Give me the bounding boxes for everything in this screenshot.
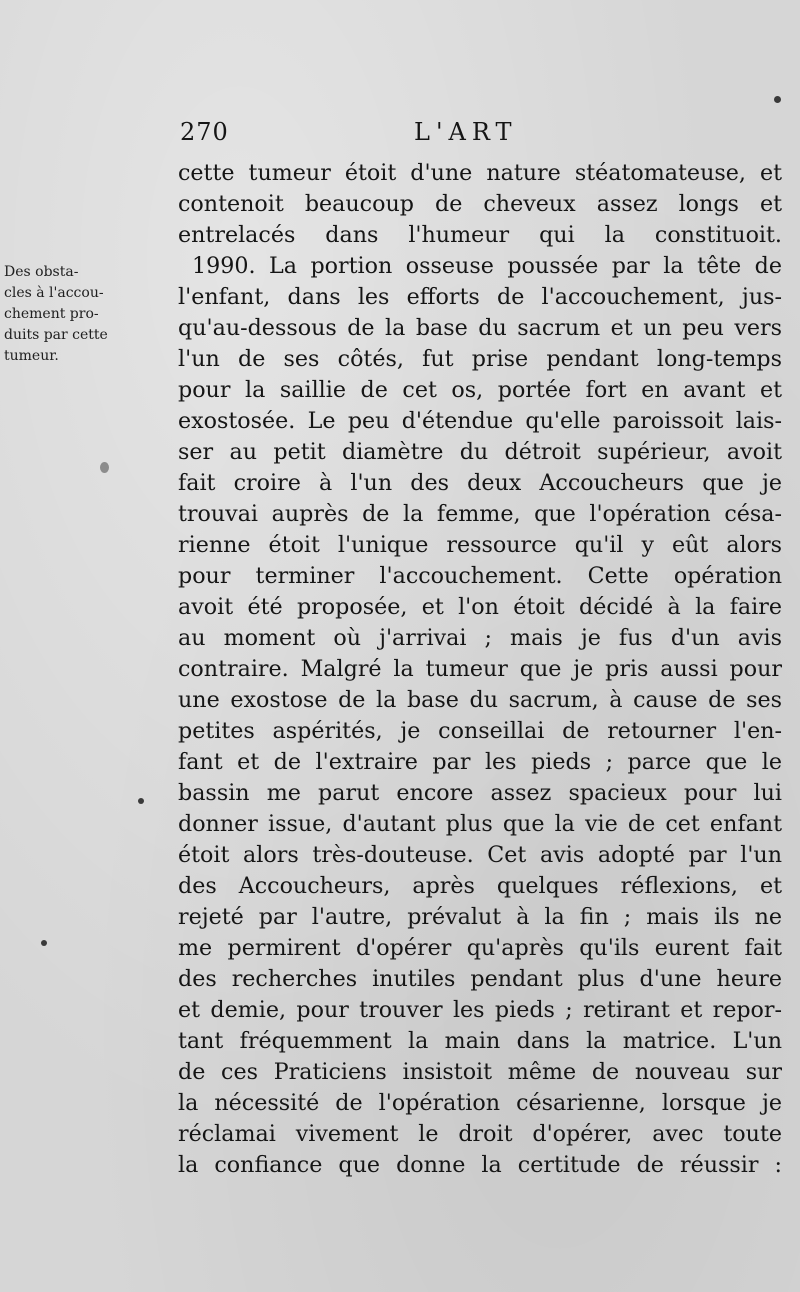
text-line: bassin me parut encore assez spacieux pour lui [178,780,782,806]
text-line: contenoit beaucoup de cheveux assez longs et [178,191,782,217]
text-line: étoit alors très-douteuse. Cet avis adopté par l'un [178,842,782,868]
margin-note-line: Des obsta- [4,264,79,280]
running-title: L'ART [414,118,518,146]
text-line: fait croire à l'un des deux Accoucheurs que je [178,470,782,496]
margin-note-line: cles à l'accou- [4,285,104,301]
text-line: contraire. Malgré la tumeur que je pris aussi pour [178,656,782,682]
text-line: l'enfant, dans les efforts de l'accouchement, jus- [178,284,782,310]
text-line: réclamai vivement le droit d'opérer, avec toute [178,1121,782,1147]
text-line: entrelacés dans l'humeur qui la constituoit. [178,222,782,248]
text-line: une exostose de la base du sacrum, à cause de ses [178,687,782,713]
text-line: me permirent d'opérer qu'après qu'ils eurent fait [178,935,782,961]
text-line: la confiance que donne la certitude de réussir : [178,1152,782,1178]
text-line: trouvai auprès de la femme, que l'opération césa- [178,501,782,527]
text-line: cette tumeur étoit d'une nature stéatomateuse, et [178,160,782,186]
ink-speck [100,462,109,473]
text-line: fant et de l'extraire par les pieds ; parce que le [178,749,782,775]
text-line: exostosée. Le peu d'étendue qu'elle paroissoit lais- [178,408,782,434]
text-line: de ces Praticiens insistoit même de nouveau sur [178,1059,782,1085]
page-number: 270 [180,118,229,146]
margin-note-line: chement pro- [4,306,99,322]
margin-note [4,262,179,367]
text-line: ser au petit diamètre du détroit supérieur, avoit [178,439,782,465]
text-line: rienne étoit l'unique ressource qu'il y eût alors [178,532,782,558]
margin-note-line: duits par cette [4,327,108,343]
body-text [178,158,782,1181]
margin-note-line: tumeur. [4,348,59,364]
ink-speck [774,96,781,103]
text-line: la nécessité de l'opération césarienne, lorsque je [178,1090,782,1116]
text-line: pour la saillie de cet os, portée fort en avant et [178,377,782,403]
text-line: des recherches inutiles pendant plus d'une heure [178,966,782,992]
text-line: au moment où j'arrivai ; mais je fus d'un avis [178,625,782,651]
text-line: qu'au-dessous de la base du sacrum et un peu vers [178,315,782,341]
text-line: avoit été proposée, et l'on étoit décidé à la faire [178,594,782,620]
paragraph-start-line: 1990. La portion osseuse poussée par la tête de [192,253,782,279]
text-line: rejeté par l'autre, prévalut à la fin ; mais ils ne [178,904,782,930]
ink-speck [138,798,144,804]
text-line: pour terminer l'accouchement. Cette opération [178,563,782,589]
text-line: des Accoucheurs, après quelques réflexions, et [178,873,782,899]
text-line: tant fréquemment la main dans la matrice. L'un [178,1028,782,1054]
text-line: donner issue, d'autant plus que la vie de cet enfant [178,811,782,837]
ink-speck [41,940,47,946]
text-line: et demie, pour trouver les pieds ; retirant et repor- [178,997,782,1023]
running-head [0,118,800,152]
text-line: l'un de ses côtés, fut prise pendant long-temps [178,346,782,372]
text-line: petites aspérités, je conseillai de retourner l'en- [178,718,782,744]
